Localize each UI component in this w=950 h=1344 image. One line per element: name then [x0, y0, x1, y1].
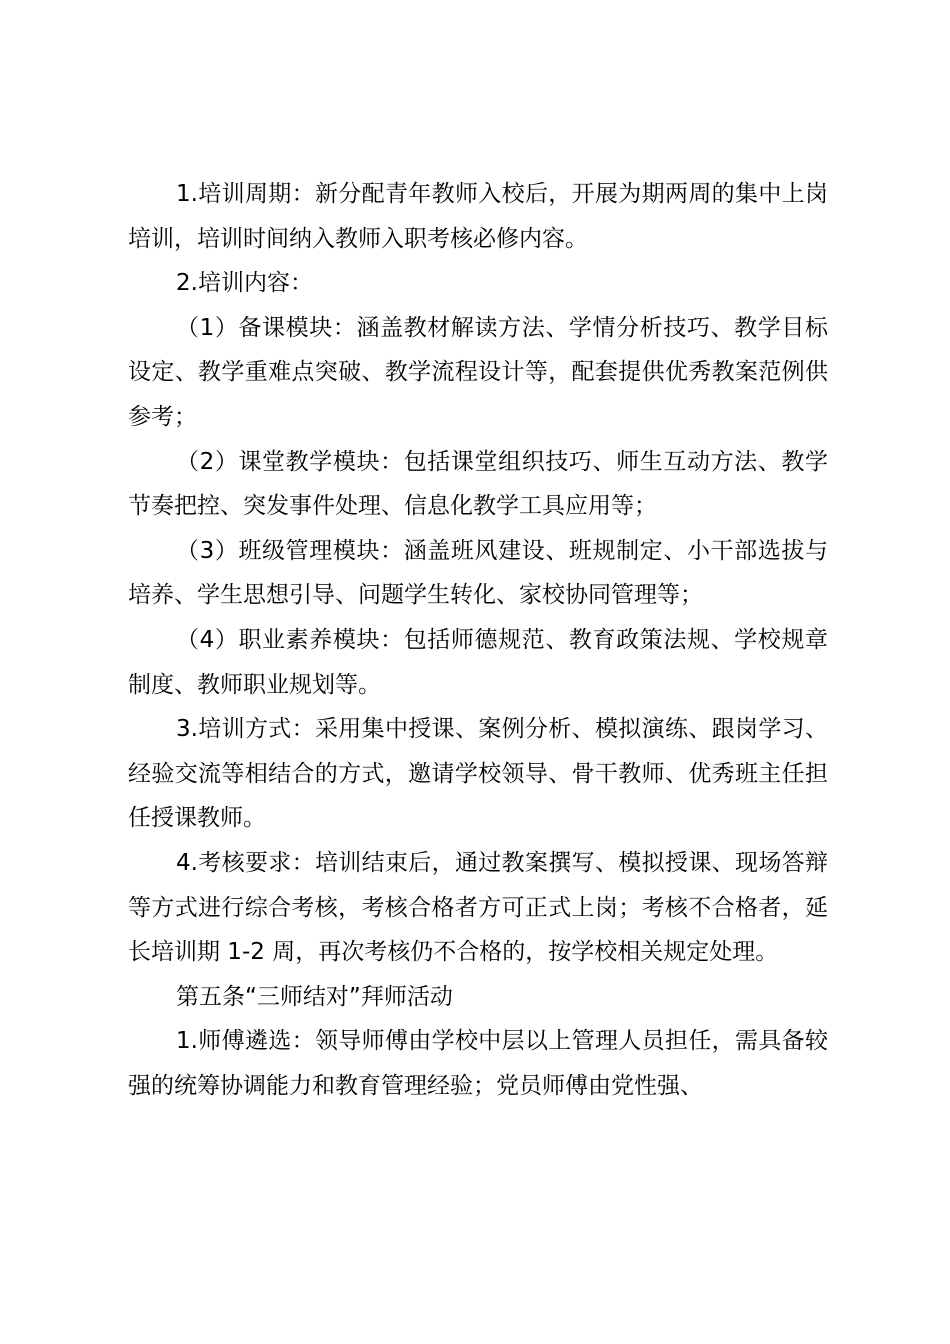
paragraph-assessment-requirements: 4.考核要求：培训结束后，通过教案撰写、模拟授课、现场答辩等方式进行综合考核，考核合格者方可正式上岗；考核不合格者，延长培训期 1-2 周，再次考核仍不合格的，按学校相关规定处理。 — [128, 849, 828, 966]
paragraph-class-management-module: （3）班级管理模块：涵盖班风建设、班规制定、小干部选拔与培养、学生思想引导、问题学生转化、家校协同管理等； — [128, 537, 828, 609]
paragraph-article-five-heading: 第五条“三师结对”拜师活动 — [176, 983, 453, 1010]
paragraph-training-period: 1.培训周期：新分配青年教师入校后，开展为期两周的集中上岗培训，培训时间纳入教师入职考核必修内容。 — [128, 181, 828, 252]
paragraph-training-method: 3.培训方式：采用集中授课、案例分析、模拟演练、跟岗学习、经验交流等相结合的方式，邀请学校领导、骨干教师、优秀班主任担任授课教师。 — [128, 716, 828, 832]
paragraph-professional-quality-module: （4）职业素养模块：包括师德规范、教育政策法规、学校规章制度、教师职业规划等。 — [128, 626, 828, 698]
paragraph-classroom-teaching-module: （2）课堂教学模块：包括课堂组织技巧、师生互动方法、教学节奏把控、突发事件处理、信息化教学工具应用等； — [128, 448, 828, 520]
document-body — [128, 172, 828, 1108]
paragraph-mentor-selection: 1.师傅遴选：领导师傅由学校中层以上管理人员担任，需具备较强的统筹协调能力和教育管理经验；党员师傅由党性强、 — [128, 1028, 828, 1099]
paragraph-training-content-heading: 2.培训内容： — [176, 270, 313, 297]
paragraph-lesson-prep-module: （1）备课模块：涵盖教材解读方法、学情分析技巧、教学目标设定、教学重难点突破、教学流程设计等，配套提供优秀教案范例供参考； — [128, 314, 828, 430]
